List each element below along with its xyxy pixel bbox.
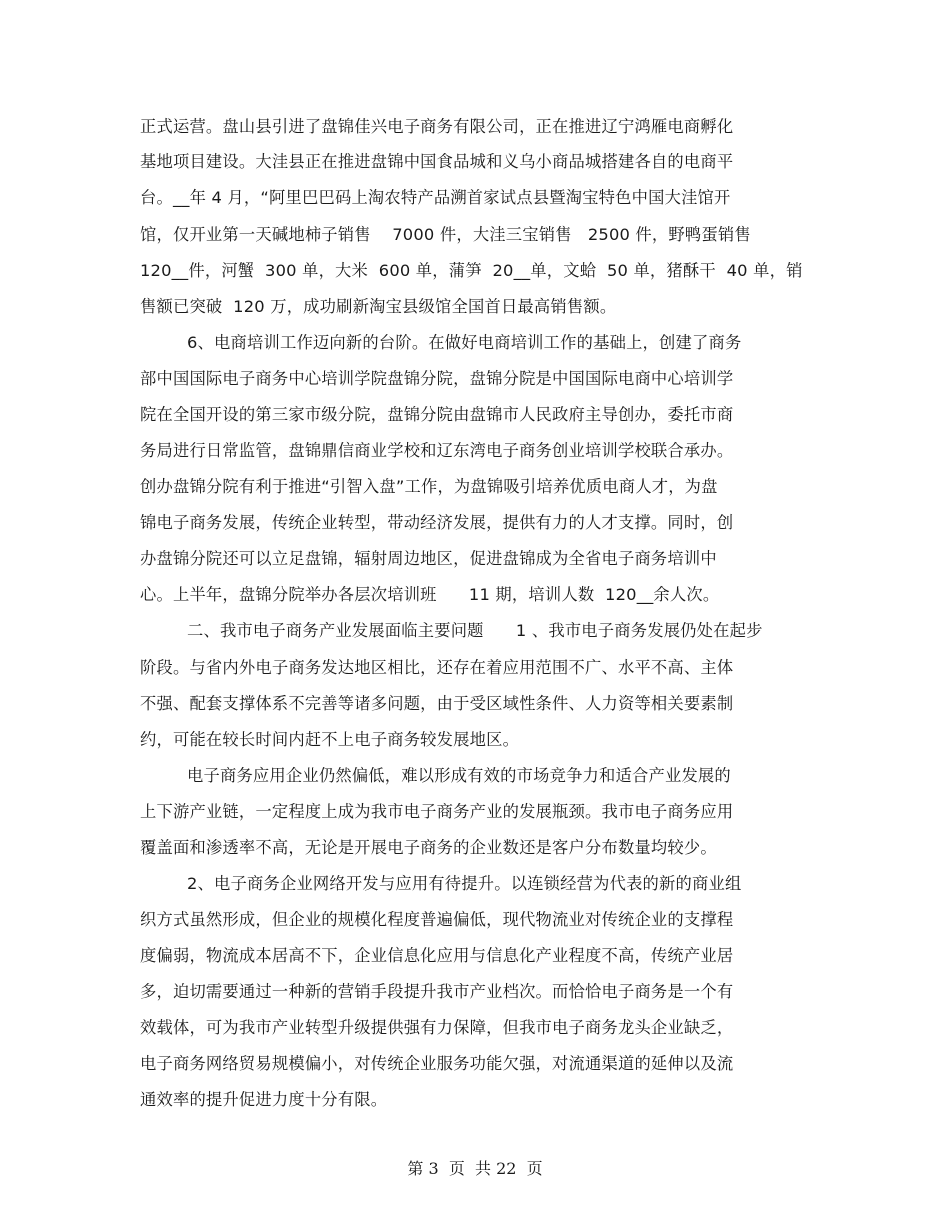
text-line: 效载体，可为我市产业转型升级提供强有力保障，但我市电子商务龙头企业缺乏， [140,1018,734,1037]
text-line: 上下游产业链，一定程度上成为我市电子商务产业的发展瓶颈。我市电子商务应用 [140,802,734,821]
text-line: 覆盖面和渗透率不高，无论是开展电子商务的企业数还是客户分布数量均较少。 [140,838,717,857]
text-line: 织方式虽然形成，但企业的规模化程度普遍偏低，现代物流业对传统企业的支撑程 [140,910,734,929]
text-line: 电子商务网络贸易规模偏小，对传统企业服务功能欠强，对流通渠道的延伸以及流 [140,1054,734,1073]
paragraph-first-line: 电子商务应用企业仍然偏低，难以形成有效的市场竞争力和适合产业发展的 [187,766,731,785]
text-line: 心。上半年，盘锦分院举办各层次培训班 11 期，培训人数 120__余人次。 [140,585,720,604]
text-line: 办盘锦分院还可以立足盘锦，辐射周边地区，促进盘锦成为全省电子商务培训中 [140,549,717,568]
paragraph-first-line: 二、我市电子商务产业发展面临主要问题 1 、我市电子商务发展仍处在起步 [187,621,763,640]
page-number-footer: 第 3 页 共 22 页 [407,1159,543,1178]
text-line: 基地项目建设。大洼县正在推进盘锦中国食品城和义乌小商品城搭建各自的电商平 [140,152,734,171]
text-line: 馆，仅开业第一天碱地柿子销售 7000 件，大洼三宝销售 2500 件，野鸭蛋销售 [140,225,751,244]
paragraph-first-line: 2、电子商务企业网络开发与应用有待提升。以连锁经营为代表的新的商业组 [187,874,742,893]
text-line: 务局进行日常监管，盘锦鼎信商业学校和辽东湾电子商务创业培训学校联合承办。 [140,441,734,460]
text-line: 创办盘锦分院有利于推进“引智入盘”工作，为盘锦吸引培养优质电商人才，为盘 [140,477,718,496]
text-line: 120__件，河蟹 300 单，大米 600 单，蒲笋 20__单，文蛤 50 单，猪酥干 40 单，销 [140,261,803,280]
text-line: 约，可能在较长时间内赶不上电子商务较发展地区。 [140,730,520,749]
text-line: 度偏弱，物流成本居高不下，企业信息化应用与信息化产业程度不高，传统产业居 [140,946,734,965]
text-line: 多，迫切需要通过一种新的营销手段提升我市产业档次。而恰恰电子商务是一个有 [140,982,734,1001]
text-line: 台。__年 4 月，“阿里巴巴码上淘农特产品溯首家试点县暨淘宝特色中国大洼馆开 [140,188,731,207]
text-line: 锦电子商务发展，传统企业转型，带动经济发展，提供有力的人才支撑。同时，创 [140,513,734,532]
text-line: 院在全国开设的第三家市级分院，盘锦分院由盘锦市人民政府主导创办，委托市商 [140,405,734,424]
text-line: 阶段。与省内外电子商务发达地区相比，还存在着应用范围不广、水平不高、主体 [140,658,734,677]
paragraph-first-line: 6、电商培训工作迈向新的台阶。在做好电商培训工作的基础上，创建了商务 [187,333,742,352]
text-line: 售额已突破 120 万，成功刷新淘宝县级馆全国首日最高销售额。 [140,297,617,316]
text-line: 正式运营。盘山县引进了盘锦佳兴电子商务有限公司，正在推进辽宁鸿雁电商孵化 [140,117,734,136]
text-line: 部中国国际电子商务中心培训学院盘锦分院，盘锦分院是中国国际电商中心培训学 [140,369,734,388]
text-line: 不强、配套支撑体系不完善等诸多问题，由于受区域性条件、人力资等相关要素制 [140,694,734,713]
text-line: 通效率的提升促进力度十分有限。 [140,1090,388,1109]
